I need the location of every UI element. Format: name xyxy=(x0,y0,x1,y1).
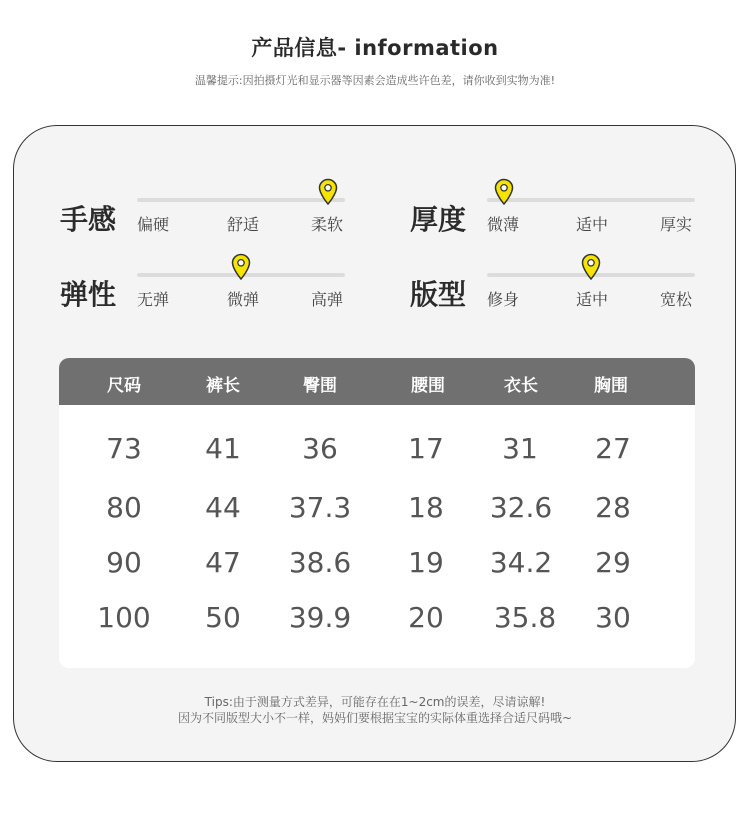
table-cell: 47 xyxy=(205,546,241,579)
table-cell: 20 xyxy=(408,601,444,634)
table-cell: 35.8 xyxy=(493,601,557,634)
table-cell: 19 xyxy=(408,546,444,579)
table-cell: 18 xyxy=(408,491,444,524)
thickness-option-medium: 适中 xyxy=(576,215,609,234)
column-header-hip: 臀围 xyxy=(303,376,337,396)
column-header-chest: 胸围 xyxy=(594,376,628,396)
location-pin-icon xyxy=(318,178,338,206)
tips-line-1: Tips:由于测量方式差异，可能存在在1~2cm的误差，尽请谅解! xyxy=(204,695,546,709)
table-cell: 32.6 xyxy=(489,491,553,524)
attr-thickness-label: 厚度 xyxy=(410,203,467,236)
table-cell: 31 xyxy=(502,432,538,465)
fit-option-loose: 宽松 xyxy=(660,290,693,309)
thickness-option-thick: 厚实 xyxy=(660,215,693,234)
attr-fit-label: 版型 xyxy=(410,278,467,311)
tips-line-2: 因为不同版型大小不一样，妈妈们要根据宝宝的实际体重选择合适尺码哦~ xyxy=(177,711,573,725)
table-cell: 29 xyxy=(595,546,631,579)
table-cell: 50 xyxy=(205,601,241,634)
table-cell: 39.9 xyxy=(288,601,352,634)
attr-feel-label: 手感 xyxy=(60,203,117,236)
thickness-slider-track xyxy=(487,198,695,202)
table-cell: 17 xyxy=(408,432,444,465)
feel-option-comfortable: 舒适 xyxy=(227,215,260,234)
table-cell: 90 xyxy=(106,546,142,579)
elasticity-option-slight: 微弹 xyxy=(227,290,260,309)
table-cell: 28 xyxy=(595,491,631,524)
size-table-header xyxy=(59,358,695,405)
elasticity-option-none: 无弹 xyxy=(137,290,170,309)
page-title: 产品信息- information xyxy=(251,36,499,60)
table-cell: 41 xyxy=(205,432,241,465)
size-table xyxy=(59,358,695,668)
table-cell: 100 xyxy=(97,601,151,634)
location-pin-icon xyxy=(231,253,251,281)
table-cell: 27 xyxy=(595,432,631,465)
elasticity-slider-track xyxy=(137,273,345,277)
attr-elasticity-label: 弹性 xyxy=(60,278,117,311)
location-pin-icon xyxy=(581,253,601,281)
fit-option-regular: 适中 xyxy=(576,290,609,309)
fit-slider-track xyxy=(487,273,695,277)
column-header-top-length: 衣长 xyxy=(504,376,538,396)
table-cell: 30 xyxy=(595,601,631,634)
column-header-waist: 腰围 xyxy=(411,376,445,396)
column-header-pants-length: 裤长 xyxy=(206,376,240,396)
elasticity-option-high: 高弹 xyxy=(311,290,344,309)
feel-option-hard: 偏硬 xyxy=(137,215,170,234)
feel-slider-track xyxy=(137,198,345,202)
feel-option-soft: 柔软 xyxy=(311,215,344,234)
table-cell: 80 xyxy=(106,491,142,524)
table-cell: 38.6 xyxy=(288,546,352,579)
table-cell: 34.2 xyxy=(489,546,553,579)
table-cell: 36 xyxy=(302,432,338,465)
color-notice: 温馨提示:因拍摄灯光和显示器等因素会造成些许色差，请你收到实物为准! xyxy=(194,74,556,87)
fit-option-slim: 修身 xyxy=(487,290,520,309)
location-pin-icon xyxy=(494,178,514,206)
table-cell: 44 xyxy=(205,491,241,524)
thickness-option-thin: 微薄 xyxy=(487,215,520,234)
table-cell: 73 xyxy=(106,432,142,465)
column-header-size: 尺码 xyxy=(107,376,141,396)
table-cell: 37.3 xyxy=(288,491,352,524)
